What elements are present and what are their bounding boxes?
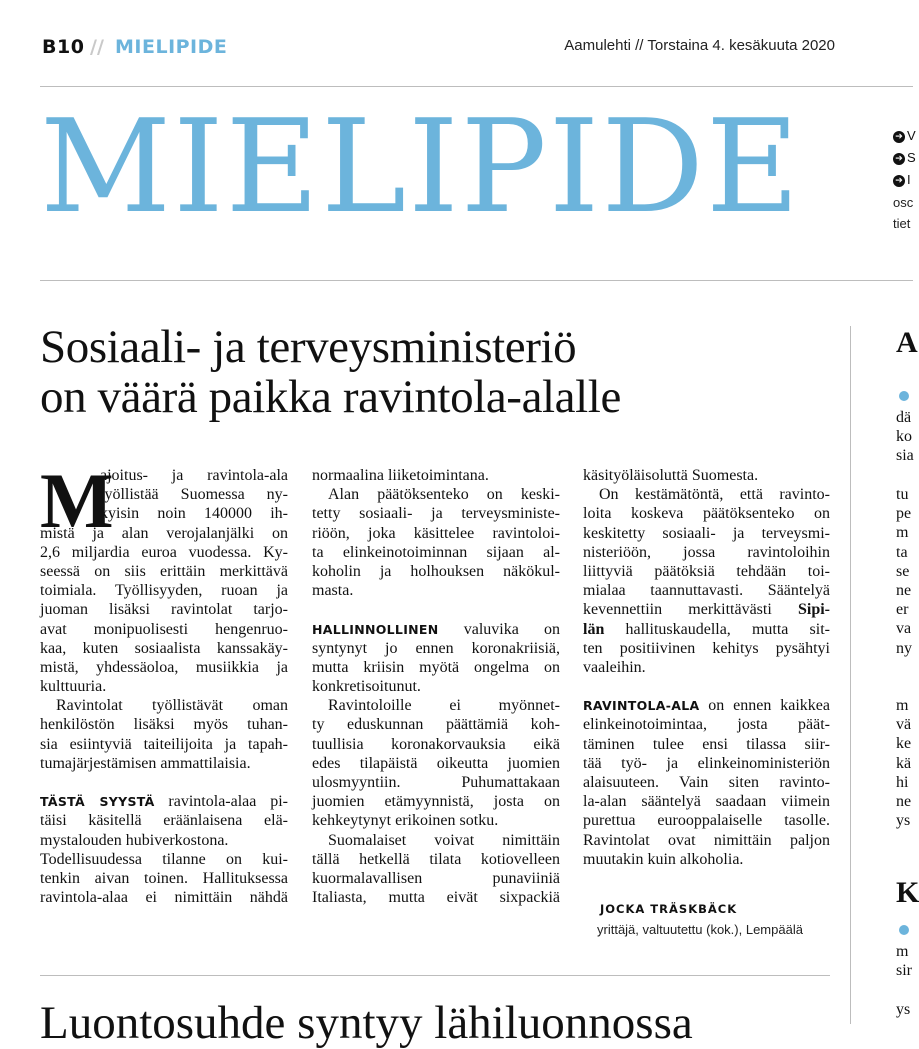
bullet-icon [899, 391, 909, 401]
text-line: juomien etämyynnistä, josta on [312, 793, 560, 811]
side-article-line: se [896, 562, 910, 580]
text-line: purettua eurooppalaiselle tasolle. [583, 812, 830, 830]
column-divider [850, 326, 851, 1024]
article-headline [40, 322, 830, 422]
side-article-line: va [896, 620, 912, 638]
text-line: konkretisoitunut. [312, 678, 421, 696]
text-line: ulosmyyntiin. Puhumattakaan [312, 774, 560, 791]
text-line: liittyviä päätöksiä tehdään toi- [583, 562, 830, 580]
side-article-line: ys [896, 1001, 911, 1018]
text-line: RAVINTOLA-ALA on ennen kaikkea [583, 697, 830, 715]
text-line: Todellisuudessa tilanne on kui- [40, 850, 288, 868]
side-info-item: S [907, 150, 916, 165]
text-line: Ravintoloille ei myönnet- [328, 697, 560, 715]
text-line: riöön, joka käsittelee ravintoloi- [312, 524, 560, 542]
arrow-right-icon: ➔ [893, 153, 905, 165]
text-line: koholin ja holhouksen näkökul- [312, 562, 560, 580]
side-article-line: m [896, 524, 909, 542]
text-line: seessä on siis erittäin merkittävä [40, 562, 288, 580]
text-line: Ravintolat ovat nimittäin paljon [583, 831, 830, 849]
masthead-title: MIELIPIDE [40, 93, 802, 242]
headline-line: on väärä paikka ravintola-alalle [40, 371, 621, 423]
bold-name: län [583, 620, 605, 638]
side-article-line: ko [896, 428, 912, 446]
side-article-line: dä [896, 409, 912, 426]
text-line: 2,6 miljardia euroa vuodessa. Ky- [40, 543, 288, 561]
text-line: tää työ- ja elinkeinoministeriön [583, 754, 830, 772]
text-line: keskitetty sosiaali- ja terveysmi- [583, 524, 830, 542]
next-article-headline: Luontosuhde syntyy lähiluonnossa [40, 997, 693, 1049]
arrow-right-icon: ➔ [893, 175, 905, 187]
text-line: Suomalaiset voivat nimittäin [328, 831, 560, 849]
text-line: juoman lisäksi ravintolat tarjo- [40, 601, 288, 619]
paragraph-gap [312, 600, 560, 619]
text-line: nisteriöön, jossa ravintoloihin [583, 543, 830, 561]
side-article-heading: A [896, 326, 918, 359]
text-line: Ravintolat työllistävät oman [56, 697, 288, 715]
text-line: alaisuuteen. Vain siten ravinto- [583, 774, 830, 791]
side-article-line: ne [896, 582, 912, 599]
paragraph-lead: HALLINNOLLINEN [312, 621, 439, 637]
author-title: yrittäjä, valtuutettu (kok.), Lempäälä [597, 922, 803, 937]
bullet-icon [899, 925, 909, 935]
text-line: kulttuuria. [40, 678, 107, 696]
side-info-item: I [907, 172, 911, 187]
text-line: mystalouden hubiverkostona. [40, 831, 229, 849]
article-column-1 [40, 457, 288, 907]
article-end-rule [40, 975, 830, 976]
side-info-line: tiet [893, 216, 911, 231]
masthead-rule [40, 280, 913, 281]
text-line: toimiala. Työllisyyden, ruoan ja [40, 582, 288, 600]
text-line: avat monipuolisesti hengenruo- [40, 620, 288, 638]
side-article-line: kä [896, 754, 912, 772]
text-line: mistä ja alan verojalanjälki on [40, 524, 288, 542]
side-article-line: pe [896, 505, 912, 523]
side-article-heading: K [896, 876, 919, 909]
text-line: ta elinkeinotoiminnan sijaan al- [312, 543, 560, 561]
text-line: tetty sosiaali- ja terveysministe- [312, 505, 560, 523]
side-article-line: hi [896, 773, 909, 791]
text-line: län hallituskaudella, mutta sit- [583, 620, 830, 638]
text-line: ten positiivinen kehitys pysähtyi [583, 639, 830, 657]
headline-line: Sosiaali- ja terveysministeriö [40, 321, 577, 373]
text-line: tällä hetkellä tilata kotiovelleen [312, 850, 560, 868]
drop-cap: M [40, 457, 114, 544]
side-article-line: m [896, 943, 909, 960]
text-line: ravintola-alaa ei nimittäin nähdä [40, 889, 288, 907]
text-line: normaalina liiketoimintana. [312, 467, 489, 484]
header-rule [40, 86, 913, 87]
text-line: työllistää Suomessa ny- [100, 486, 288, 504]
text-line: ty eduskunnan päättämiä koh- [312, 716, 560, 734]
text-line: mistä, yhdessäoloa, musiikkia ja [40, 658, 288, 676]
text-line: loita koskeva päätöksenteko on [583, 505, 830, 523]
text-line: mialaa taannuttavasti. Sääntelyä [583, 582, 830, 600]
side-info-line: osc [893, 195, 914, 210]
dateline: Aamulehti // Torstaina 4. kesäkuuta 2020 [564, 37, 835, 54]
text-line: la-alan sääntelyä saadaan viimein [583, 793, 830, 811]
text-line: tenkin aivan toinen. Hallituksessa [40, 869, 288, 887]
text-line: tumajärjestämisen ammattilaisia. [40, 754, 251, 772]
page-number: B10 [42, 36, 85, 58]
side-article-line: ke [896, 735, 912, 753]
paragraph-gap [583, 677, 830, 696]
arrow-right-icon: ➔ [893, 131, 905, 143]
side-article-line: ny [896, 639, 912, 657]
header-separator: // [90, 36, 104, 58]
text-line: kevennettiin merkittävästi Sipi- [583, 601, 830, 619]
text-line: HALLINNOLLINEN valuvika on [312, 620, 560, 638]
side-article-line: sir [896, 962, 912, 980]
text-line: henkilöstön lisäksi myös tuhan- [40, 716, 288, 734]
article-column-3 [583, 466, 830, 869]
paragraph-lead: TÄSTÄ SYYSTÄ [40, 794, 155, 810]
text-line: tuullisia koronakorvauksia eikä [312, 735, 560, 753]
paragraph-lead: RAVINTOLA-ALA [583, 698, 700, 714]
section-label: MIELIPIDE [115, 36, 228, 58]
side-article-line: tu [896, 486, 909, 503]
text-line: On kestämätöntä, että ravinto- [599, 486, 830, 504]
text-line: syntynyt jo ennen koronakriisiä, [312, 639, 560, 657]
text-line: ajoitus- ja ravintola-ala [100, 467, 288, 484]
text-line: kyisin noin 140000 ih- [100, 505, 288, 523]
side-article-line: m [896, 697, 909, 714]
text-line: edes tilapäistä oikeutta juomien [312, 754, 560, 772]
text-line: sia esiintyviä taiteilijoita ja tapah- [40, 735, 288, 753]
side-article-line: er [896, 601, 909, 619]
text-line: TÄSTÄ SYYSTÄ ravintola-alaa pi- [40, 793, 288, 811]
side-article-line: sia [896, 447, 914, 465]
bold-name: Sipi- [797, 601, 830, 619]
text-line: Alan päätöksenteko on keski- [328, 486, 560, 504]
text-line: kaa, kuten sosiaalista kanssakäy- [40, 639, 288, 657]
text-line: vaaleihin. [583, 658, 646, 676]
article-column-2 [312, 466, 560, 907]
side-article-line: ne [896, 793, 912, 810]
text-line: täminen tulee ensi tilassa siir- [583, 735, 830, 753]
text-line: masta. [312, 582, 354, 600]
text-line: täisi käsitellä eräänlaisena elä- [40, 812, 288, 830]
paragraph-gap [40, 773, 288, 792]
text-line: kehkeytynyt erikoinen sotku. [312, 812, 499, 830]
text-line: Italiasta, mutta eivät sixpackiä [312, 889, 560, 907]
text-line: kuormalavallisen punaviiniä [312, 869, 560, 887]
text-line: muutakin kuin alkoholia. [583, 850, 744, 868]
author-name: JOCKA TRÄSKBÄCK [600, 902, 738, 916]
side-article-line: vä [896, 716, 912, 734]
text-line: mutta kriisin myötä ongelma on [312, 658, 560, 676]
text-line: käsityöläisoluttä Suomesta. [583, 467, 759, 484]
side-info-item: V [907, 128, 916, 143]
side-article-line: ta [896, 543, 908, 561]
side-article-line: ys [896, 812, 911, 830]
text-line: elinkeinotoimintaa, josta päät- [583, 716, 830, 734]
